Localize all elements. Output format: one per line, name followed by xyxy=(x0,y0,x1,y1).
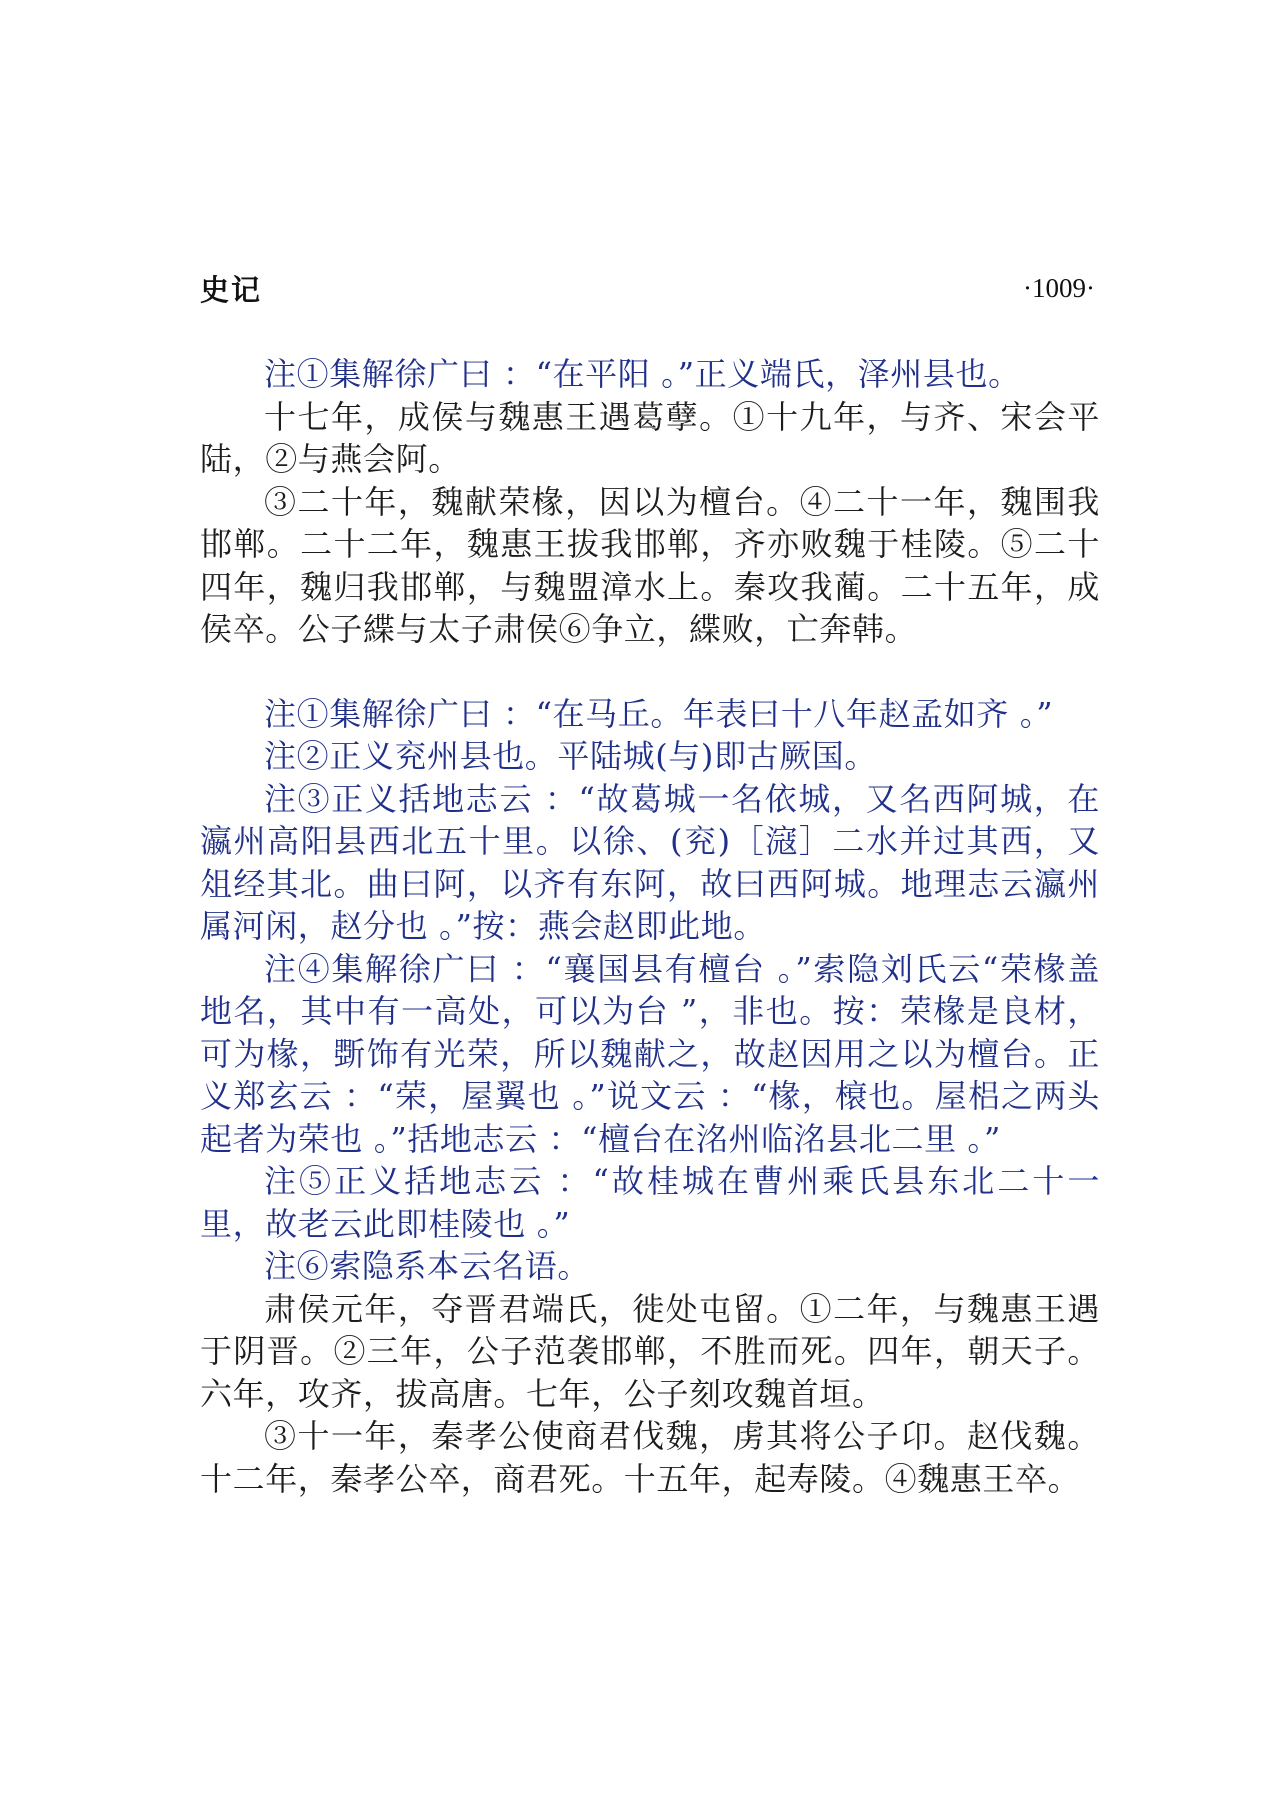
page-body xyxy=(200,353,1100,1500)
note-paragraph: 注①集解徐广曰 ：“在平阳 。”正义端氏，泽州县也。 xyxy=(264,355,1021,393)
text-paragraph: 十七年，成侯与魏惠王遇葛孽。①十九年，与齐、宋会平陆，②与燕会阿。 xyxy=(200,397,1100,478)
page-number: ·1009· xyxy=(1023,272,1095,303)
note-paragraph: 注⑥索隐系本云名语。 xyxy=(264,1247,591,1285)
text-paragraph: 肃侯元年，夺晋君端氏，徙处屯留。①二年，与魏惠王遇于阴晋。②三年，公子范袭邯郸，不胜而死。四年，朝天子。六年，攻齐，拔高唐。七年，公子刻攻魏首垣。 xyxy=(200,1289,1100,1413)
book-title: 史记 xyxy=(200,272,263,307)
note-paragraph: 注④集解徐广曰 ：“襄国县有檀台 。”索隐刘氏云“荣椽盖地名，其中有一高处，可以为台 ”，非也。按：荣椽是良材，可为椽，斲饰有光荣，所以魏献之，故赵因用之以为檀台。正义郑玄云 ：“荣，屋翼也 。”说文云 ：“椽，榱也。屋梠之两头起者为荣也 。”括地志云 ：“檀台在洺州临洺县北二里 。” xyxy=(200,949,1100,1158)
text-paragraph: ③二十年，魏献荣椽，因以为檀台。④二十一年，魏围我邯郸。二十二年，魏惠王拔我邯郸，齐亦败魏于桂陵。⑤二十四年，魏归我邯郸，与魏盟漳水上。秦攻我蔺。二十五年，成侯卒。公子緤与太子肃侯⑥争立，緤败，亡奔韩。 xyxy=(200,482,1100,648)
text-paragraph: ③十一年，秦孝公使商君伐魏，虏其将公子卬。赵伐魏。十二年，秦孝公卒，商君死。十五年，起寿陵。④魏惠王卒。 xyxy=(200,1417,1100,1498)
note-paragraph: 注③正义括地志云 ：“故葛城一名依城，又名西阿城，在瀛州高阳县西北五十里。以徐、(兖)［滱］二水并过其西，又俎经其北。曲曰阿，以齐有东阿，故曰西阿城。地理志云瀛州属河闲，赵分也 。”按：燕会赵即此地。 xyxy=(200,779,1100,945)
note-paragraph: 注①集解徐广曰 ：“在马丘。年表曰十八年赵孟如齐 。” xyxy=(264,694,1054,733)
note-paragraph: 注⑤正义括地志云 ：“故桂城在曹州乘氏县东北二十一里，故老云此即桂陵也 。” xyxy=(200,1162,1100,1243)
note-paragraph: 注②正义兖州县也。平陆城(与)即古厥国。 xyxy=(264,737,877,775)
paragraph-gap xyxy=(200,651,1100,693)
page-header xyxy=(200,266,1095,310)
